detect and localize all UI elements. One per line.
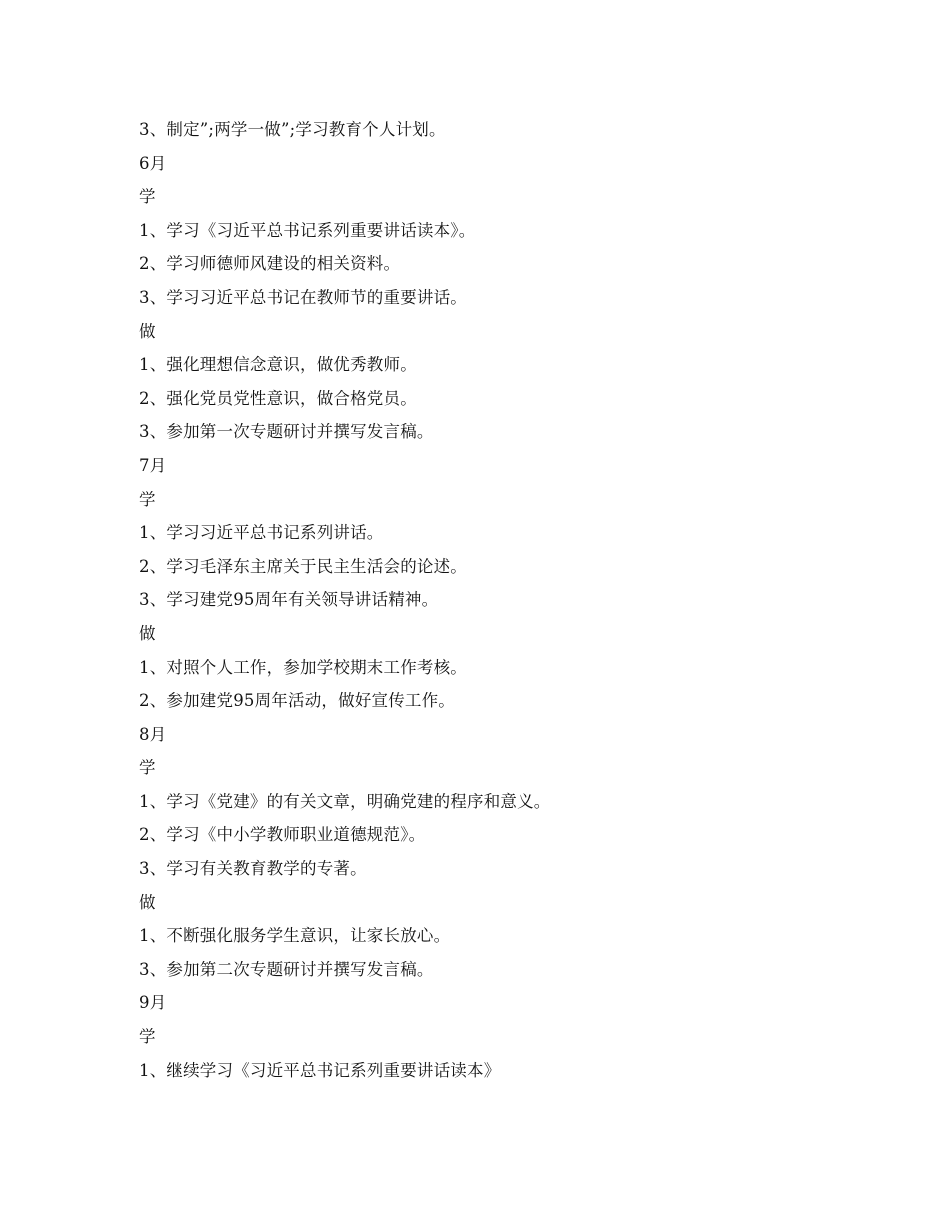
section-heading-do: 做: [139, 321, 156, 341]
text-line: 3、学习建党95周年有关领导讲话精神。: [139, 590, 439, 610]
text-line: 2、学习《中小学教师职业道德规范》。: [139, 825, 426, 845]
month-heading: 8月: [139, 724, 167, 744]
section-heading-do: 做: [139, 892, 156, 912]
text-line: 2、参加建党95周年活动，做好宣传工作。: [139, 691, 455, 711]
text-line: 3、学习有关教育教学的专著。: [139, 859, 367, 879]
text-line: 3、参加第二次专题研讨并撰写发言稿。: [139, 959, 434, 979]
section-heading-study: 学: [139, 1027, 156, 1047]
month-heading: 7月: [139, 455, 167, 475]
month-heading: 9月: [139, 993, 167, 1013]
text-line: 2、强化党员党性意识，做合格党员。: [139, 388, 417, 408]
text-line: 1、学习《习近平总书记系列重要讲话读本》。: [139, 220, 476, 240]
text-line: 1、强化理想信念意识，做优秀教师。: [139, 355, 417, 375]
text-line: 2、学习毛泽东主席关于民主生活会的论述。: [139, 556, 467, 576]
section-heading-study: 学: [139, 758, 156, 778]
text-line: 1、不断强化服务学生意识，让家长放心。: [139, 926, 451, 946]
text-line: 1、对照个人工作，参加学校期末工作考核。: [139, 657, 467, 677]
section-heading-do: 做: [139, 623, 156, 643]
text-line: 3、学习习近平总书记在教师节的重要讲话。: [139, 287, 467, 307]
text-line: 1、继续学习《习近平总书记系列重要讲话读本》: [139, 1060, 501, 1080]
text-line: 3、制定”;两学一做”;学习教育个人计划。: [139, 120, 446, 139]
document-body: [139, 113, 839, 1087]
section-heading-study: 学: [139, 187, 156, 207]
text-line: 2、学习师德师风建设的相关资料。: [139, 254, 401, 274]
text-line: 3、参加第一次专题研讨并撰写发言稿。: [139, 422, 434, 442]
month-heading: 6月: [139, 153, 167, 173]
text-line: 1、学习《党建》的有关文章，明确党建的程序和意义。: [139, 791, 551, 811]
text-line: 1、学习习近平总书记系列讲话。: [139, 523, 384, 543]
section-heading-study: 学: [139, 489, 156, 509]
